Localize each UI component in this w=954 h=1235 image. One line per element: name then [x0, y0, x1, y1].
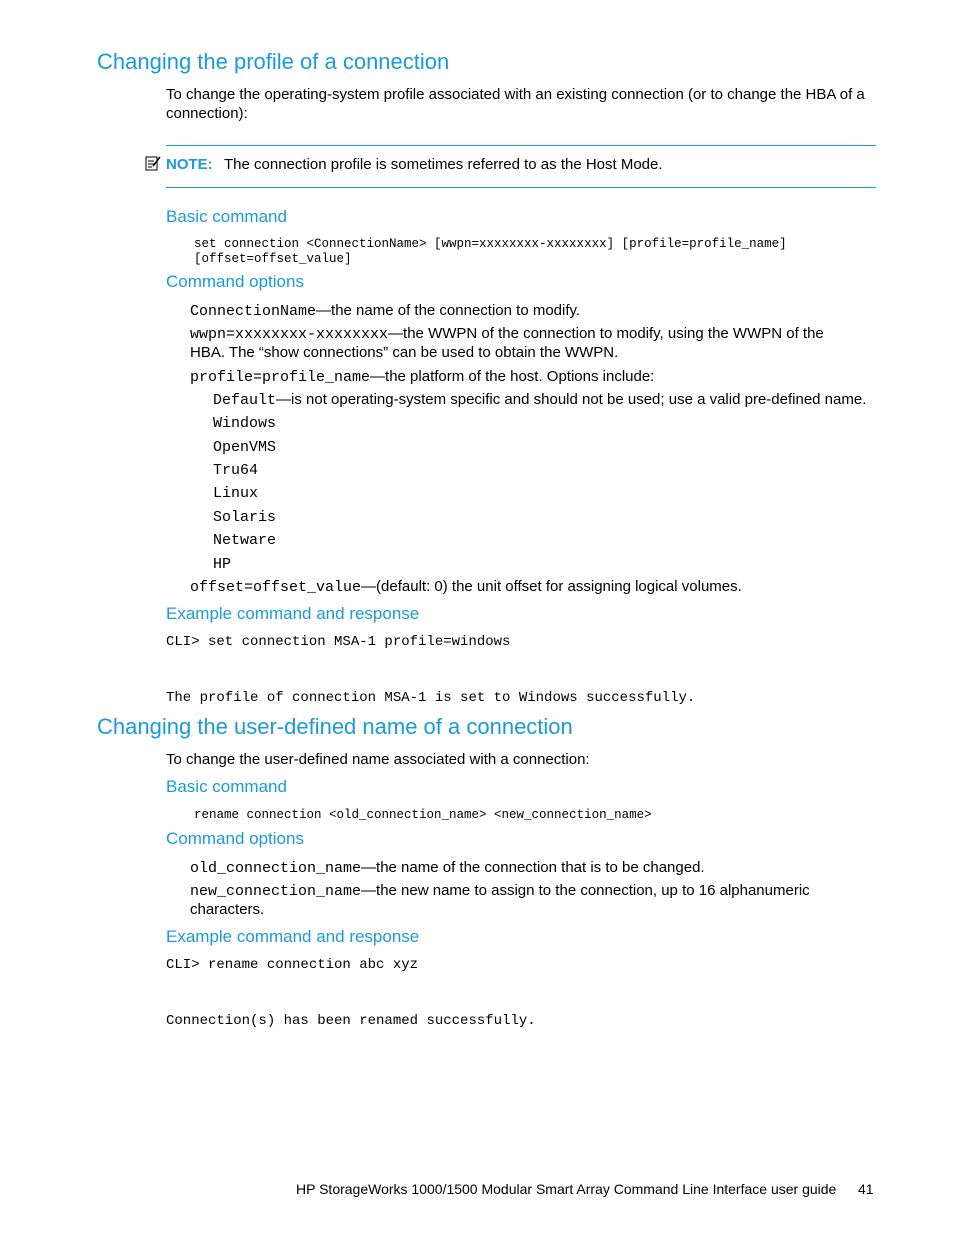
option-old-name — [190, 858, 705, 878]
section-title-profile: Changing the profile of a connection — [97, 49, 450, 74]
profile-item: OpenVMS — [213, 439, 277, 456]
option-desc: —the WWPN of the connection to modify, using the WWPN of the — [388, 325, 824, 342]
example-command: CLI> set connection MSA-1 profile=windows — [166, 634, 511, 650]
profile-item: HP — [213, 556, 232, 573]
option-code: wwpn=xxxxxxxx-xxxxxxxx — [190, 326, 389, 343]
basic-command-line1: set connection <ConnectionName> [wwpn=xxxxxxxx-xxxxxxxx] [profile=profile_name] — [194, 237, 787, 251]
section-title-rename: Changing the user-defined name of a connection — [97, 714, 573, 739]
note-pad-icon — [144, 154, 162, 172]
command-options-heading: Command options — [166, 272, 304, 291]
profile-item: Linux — [213, 485, 259, 502]
option-desc: —the name of the connection that is to be changed. — [361, 859, 705, 876]
note-label-text: NOTE: — [166, 156, 213, 173]
option-connectionname — [190, 301, 580, 321]
profile-item: Netware — [213, 532, 277, 549]
section-intro-rename: To change the user-defined name associated with a connection: — [166, 751, 590, 768]
profile-desc: —is not operating-system specific and should not be used; use a valid pre-defined name. — [276, 391, 867, 408]
basic-command-line2: [offset=offset_value] — [194, 252, 352, 266]
option-desc: —the platform of the host. Options include: — [370, 368, 655, 385]
profile-code: Default — [213, 392, 277, 409]
profile-item: Tru64 — [213, 462, 259, 479]
example-heading: Example command and response — [166, 604, 420, 623]
option-profile — [190, 367, 654, 387]
footer-page-number: 41 — [858, 1181, 874, 1197]
option-code: offset=offset_value — [190, 579, 362, 596]
command-options-heading: Command options — [166, 829, 304, 848]
note-top-rule — [166, 145, 876, 146]
option-wwpn-cont: HBA. The “show connections” can be used to obtain the WWPN. — [190, 344, 619, 361]
example-response: Connection(s) has been renamed successfully. — [166, 1013, 536, 1029]
example-response: The profile of connection MSA-1 is set to Windows successfully. — [166, 690, 696, 706]
footer-guide-title: HP StorageWorks 1000/1500 Modular Smart Array Command Line Interface user guide — [296, 1181, 837, 1197]
note-label — [166, 155, 213, 174]
option-new-name-cont: characters. — [190, 901, 265, 918]
section-intro-profile: To change the operating-system profile associated with an existing connection (or to change the HBA of a connection): — [166, 86, 865, 122]
option-offset — [190, 577, 742, 597]
basic-command-heading: Basic command — [166, 777, 287, 796]
option-desc: —the name of the connection to modify. — [316, 302, 581, 319]
example-heading: Example command and response — [166, 927, 420, 946]
profile-item: Windows — [213, 415, 277, 432]
example-command: CLI> rename connection abc xyz — [166, 957, 419, 973]
profile-item: Solaris — [213, 509, 277, 526]
option-code: old_connection_name — [190, 860, 362, 877]
basic-command-line: rename connection <old_connection_name> <new_connection_name> — [194, 808, 652, 822]
option-desc: —(default: 0) the unit offset for assigning logical volumes. — [361, 578, 742, 595]
basic-command-heading: Basic command — [166, 207, 287, 226]
note-bottom-rule — [166, 187, 876, 188]
option-code: ConnectionName — [190, 303, 317, 320]
option-code: profile=profile_name — [190, 369, 371, 386]
note-text: The connection profile is sometimes referred to as the Host Mode. — [224, 156, 663, 173]
option-desc: —the new name to assign to the connection, up to 16 alphanumeric — [361, 882, 810, 899]
option-code: new_connection_name — [190, 883, 362, 900]
option-new-name — [190, 881, 810, 901]
profile-default — [213, 390, 866, 410]
option-wwpn — [190, 324, 824, 344]
